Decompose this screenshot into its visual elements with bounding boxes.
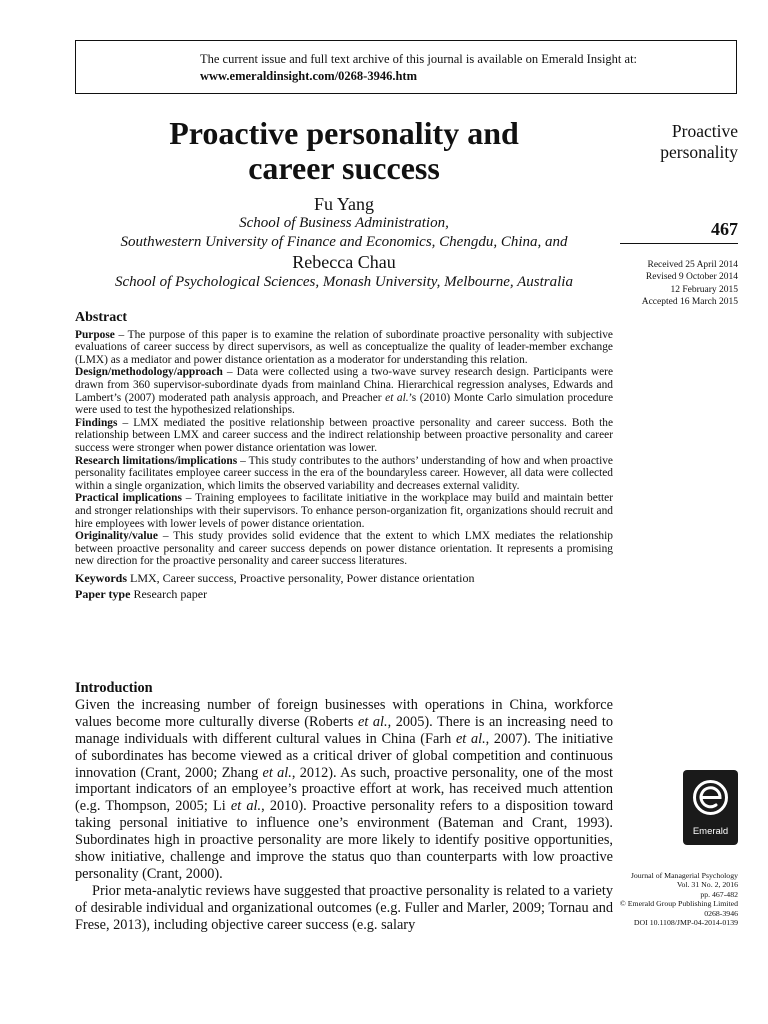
journal-url-link[interactable]: www.emeraldinsight.com/0268-3946.htm [200, 69, 417, 83]
emerald-e-icon [689, 776, 732, 819]
author-affiliation: School of Business Administration, [239, 215, 449, 231]
emerald-logo-label: Emerald [692, 826, 729, 837]
abstract-design: Design/methodology/approach – Data were collected using a two-wave survey research design. Participants were drawn from 360 supervisor-subordinate dyads from mainland China. Hierarchical regression analyses, Edwards and Lambert’s (2007) moderated path analysis approach, and Preacher et al.’s (2010) Monte Carlo simulation procedure were used to test the hypothesized relationships. [75, 366, 613, 417]
introduction-paragraph: Prior meta-analytic reviews have suggested that proactive personality is related to a variety of desirable individual and organizational outcomes (e.g. Fuller and Marler, 2009; Tornau and Frese, 2013), including objective career success (e.g. salary [75, 882, 613, 933]
abstract-keywords: Keywords LMX, Career success, Proactive personality, Power distance orientation [75, 570, 475, 585]
abstract-purpose: Purpose – The purpose of this paper is to examine the relation of subordinate proactive personality with subjective evaluations of career success by direct supervisors, as well as conceptualize the quality of leader-member exchange (LMX) as a mediator and power distance orientation as a moderator for understanding this relation. [75, 328, 613, 366]
introduction-paragraph: Given the increasing number of foreign businesses with operations in China, workforce values become more culturally diverse (Roberts et al., 2005). There is an increasing need to manage individuals with different cultural values in China (Farh et al., 2007). The initiative of subordinates has become viewed as a critical driver of global competition and continuous innovation (Crant, 2000; Zhang et al., 2012). As such, proactive personality, one of the most important indicators of an employee’s proactive effort at work, has received much attention (e.g. Thompson, 2005; Li et al., 2010). Proactive personality refers to a disposition toward taking personal initiative to influence one’s environment (Bateman and Crant, 1993). Subordinates high in proactive personality are more likely to identify positive opportunities, show initiative, challenge and improve the status quo than counterparts with low proactive personality (Crant, 2000). [75, 696, 614, 882]
introduction-heading: Introduction [75, 680, 153, 696]
article-history-dates: Received 25 April 2014 Revised 9 October 2014 12 February 2015 Accepted 16 March 2015 [641, 260, 738, 308]
abstract-findings: Findings – LMX mediated the positive relationship between proactive personality and career success. Both the relationship between LMX and career success and the indirect relationship between proactive personality and career success were stronger when power distance orientation was lower. [75, 416, 613, 454]
abstract-section [75, 312, 613, 601]
emerald-logo [683, 770, 738, 845]
abstract-limitations: Research limitations/implications – This study contributes to the authors’ understanding of how and when proactive personality facilitates employee career success in the era of the boundaryless career. However, all data were collected within a single organization, which limits the observed variability and decreases external validity. [75, 454, 613, 492]
article-title: Proactive personality and career success [169, 115, 519, 186]
author-name: Rebecca Chau [292, 252, 396, 272]
abstract-heading: Abstract [75, 310, 128, 325]
abstract-originality: Originality/value – This study provides solid evidence that the extent to which LMX mediates the relationship between proactive personality and career success depends on power distance orientation. It represents a promising new direction for the proactive personality and career success literatures. [75, 530, 613, 568]
introduction-section [75, 680, 613, 934]
abstract-paper-type: Paper type Research paper [75, 587, 208, 602]
sidebar-divider [620, 243, 738, 244]
running-title: Proactive personality [660, 121, 738, 162]
author-name: Fu Yang [313, 194, 375, 214]
abstract-practical: Practical implications – Training employees to facilitate initiative in the workplace may build and maintain better and stronger relationships with their supervisors. To enhance person-organization fit, organizations should recruit and hire employees with lower levels of power distance orientation. [75, 492, 613, 530]
access-notice-text: The current issue and full text archive of this journal is available on Emerald Insight at: [200, 52, 638, 66]
access-notice-box [75, 40, 737, 94]
page-number: 467 [711, 219, 738, 239]
author-affiliation: School of Psychological Sciences, Monash University, Melbourne, Australia [115, 274, 573, 290]
author-affiliation: Southwestern University of Finance and Economics, Chengdu, China, and [120, 234, 568, 250]
journal-citation: Journal of Managerial Psychology Vol. 31 No. 2, 2016 pp. 467-482 © Emerald Group Publishing Limited 0268-3946 DOI 10.1108/JMP-04-2014-0139 [619, 871, 738, 928]
